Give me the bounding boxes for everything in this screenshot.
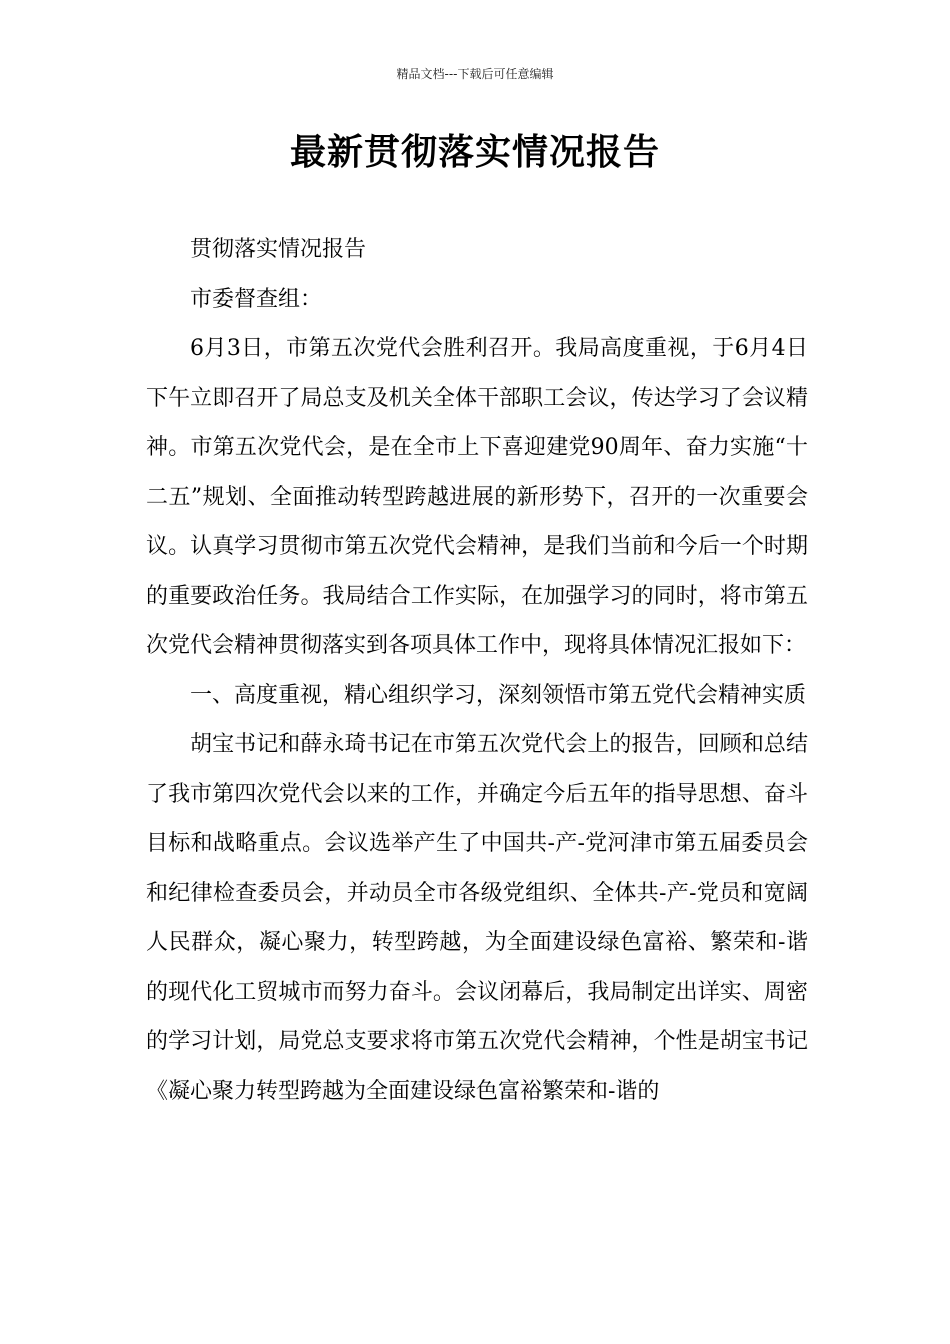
header-note: 精品文档---下载后可任意编辑 <box>396 67 554 81</box>
document-body <box>146 225 808 1116</box>
paragraph-intro: 6月3日，市第五次党代会胜利召开。我局高度重视，于6月4日下午立即召开了局总支及机关全体干部职工会议，传达学习了会议精神。市第五次党代会，是在全市上下喜迎建党90周年、奋力实施“十二五”规划、全面推动转型跨越进展的新形势下，召开的一次重要会议。认真学习贯彻市第五次党代会精神，是我们当前和今后一个时期的重要政治任务。我局结合工作实际，在加强学习的同时，将市第五次党代会精神贯彻落实到各项具体工作中，现将具体情况汇报如下： <box>146 336 808 658</box>
paragraph-report-heading: 贯彻落实情况报告 <box>190 237 367 262</box>
paragraph-section-heading-1: 一、高度重视，精心组织学习，深刻领悟市第五党代会精神实质 <box>190 682 807 708</box>
paragraph-section-body-1: 胡宝书记和薛永琦书记在市第五次党代会上的报告，回顾和总结了我市第四次党代会以来的工作，并确定今后五年的指导思想、奋斗目标和战略重点。会议选举产生了中国共-产-党河津市第五届委员会和纪律检查委员会，并动员全市各级党组织、全体共-产-党员和宽阔人民群众，凝心聚力，转型跨越，为全面建设绿色富裕、繁荣和-谐的现代化工贸城市而努力奋斗。会议闭幕后，我局制定出详实、周密的学习计划，局党总支要求将市第五次党代会精神，个性是胡宝书记《凝心聚力转型跨越为全面建设绿色富裕繁荣和-谐的 <box>146 732 808 1104</box>
document-title: 最新贯彻落实情况报告 <box>289 132 660 173</box>
paragraph-salutation: 市委督查组： <box>190 286 323 312</box>
